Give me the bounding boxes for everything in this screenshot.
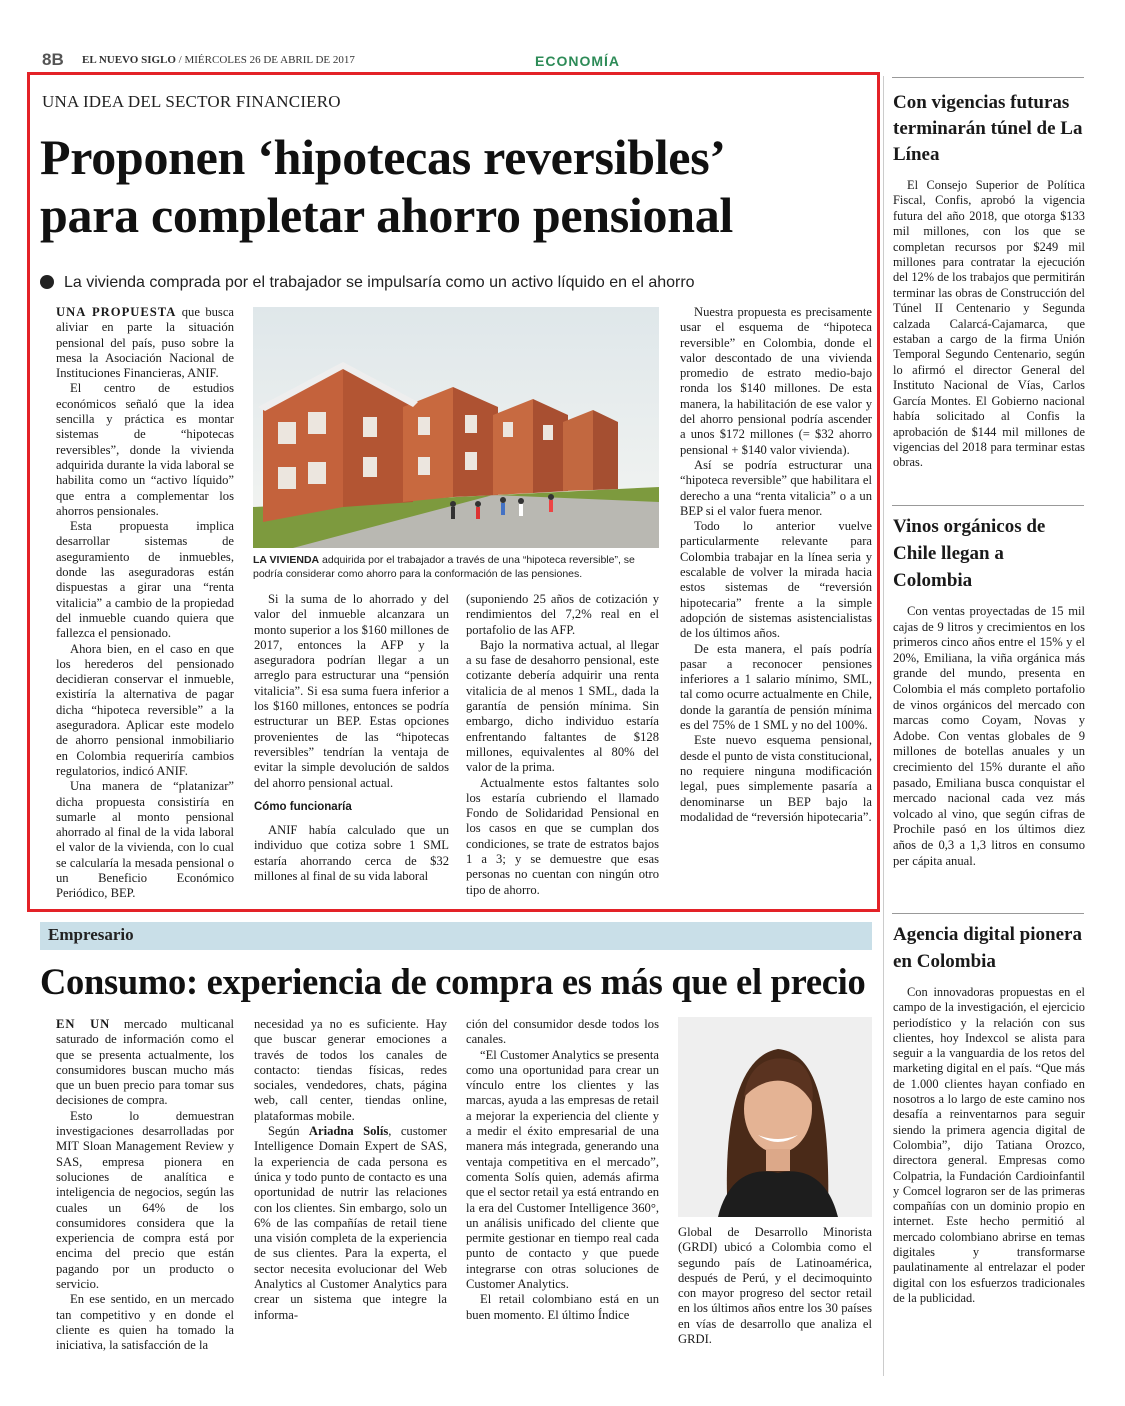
paragraph: ANIF había calculado que un individuo que cotiza sobre 1 SML estaría ahorrando cerca de $32 millones al final de su vida laboral: [254, 823, 449, 884]
sidebar-story-1: [893, 90, 1085, 471]
subsection-heading: Cómo funcionaría: [254, 800, 352, 813]
person-name: Ariadna Solís: [308, 1124, 389, 1139]
paragraph: Esta propuesta implica desarrollar sistemas de aseguramiento de inmuebles, donde las aseguradoras están dispuestas a girar una “renta vitalicia” a cambio de la propiedad del inmueble cuando quiera que fallezca el pensionado.: [56, 519, 234, 641]
paragraph: Según Ariadna Solís, customer Intelligence Domain Expert de SAS, la experiencia de cada persona es única y todo punto de contacto es una oportunidad de nutrir las relaciones con los clientes. Sin embargo, solo un 6% de las compañías de retail tiene una visión completa de la experiencia de sus clientes. Para la experta, el sector necesita evolucionar del Web Analytics al Customer Analytics para crear un sistema que integre la informa-: [254, 1124, 447, 1322]
paragraph: El centro de estudios económicos señaló que la idea sencilla y práctica es montar sistemas de “hipotecas reversibles”, donde la vivienda adquirida durante la vida laboral se habilita como un “activo líquido” que entra a complementar los ahorros pensionales.: [56, 381, 234, 518]
page-number: 8B: [42, 50, 64, 69]
paragraph: Global de Desarrollo Minorista (GRDI) ubicó a Colombia como el segundo país de Latinoamérica, después de Perú, y el decimoquinto con mayor progreso del sector retail en los últimos años entre los 30 países en vías de desarrollo que analiza el GRDI.: [678, 1225, 872, 1347]
sidebar-body: Con ventas proyectadas de 15 mil cajas de 9 litros y crecimientos en los primeros cinco años entre el 15% y el 20%, Emiliana, la viña orgánica más grande del mundo, presenta en Colombia el más completo portafolio de vinos orgánicos del mercado con marcas como Coyam, Novas y Adobe. Con ventas globales de 9 millones de botellas anuales y un crecimiento del 15% durante el año pasado, Emiliana busca conquistar el mercado nacional cada vez más volcado al vino, que según cifras de Prochile pasó en los últimos diez años de 0,3 a 1,3 litros en consumo per cápita anual.: [893, 604, 1085, 868]
woman-portrait: [678, 1017, 872, 1217]
paragraph: Así se podría estructurar una “hipoteca reversible” que habilitara el derecho a una “renta vitalicia” o a un BEP si el valor fuera menor.: [680, 457, 872, 518]
main-col-3: [466, 592, 659, 898]
second-col-3: [466, 1017, 659, 1323]
section-label: ECONOMÍA: [535, 53, 620, 69]
paragraph: necesidad ya no es suficiente. Hay que buscar generar emociones a través de todos los canales de contacto: tiendas físicas, redes sociales, vendedores, chats, página web, call center, tiendas online, plataformas mobile.: [254, 1017, 447, 1123]
sidebar-rule: [892, 913, 1084, 914]
subhead: [40, 274, 695, 292]
second-headline: Consumo: experiencia de compra es más que el precio: [40, 961, 866, 1002]
section-band: [40, 922, 872, 950]
sidebar-top-rule: [892, 77, 1084, 78]
caption-lead: LA VIVIENDA: [253, 554, 320, 566]
sidebar-title: Vinos orgánicos de Chile llegan a Colombia: [893, 516, 1046, 591]
paragraph: Si la suma de lo ahorrado y del valor del inmueble alcanzara un monto superior a los $160 millones de 2017, entonces la AFP y la aseguradora podrían llegar a un arreglo para estructurar una “pensión vitalicia”. Si esa suma fuera inferior a los $160 millones, entonces se podría estructurar un BEP. Estas opciones provenientes de las “hipotecas reversibles” tendrían la ventaja de evitar la simple devolución de saldos del ahorro pensional actual.: [254, 592, 449, 790]
bullet-icon: [40, 275, 54, 289]
second-col-4: [678, 1225, 872, 1347]
paragraph: UNA PROPUESTA que busca aliviar en parte la situación pensional del país, puso sobre la mesa la Asociación Nacional de Instituciones Financieras, ANIF.: [56, 305, 234, 381]
paragraph: En ese sentido, en un mercado tan competitivo y en donde el cliente es quien ha tomado la iniciativa, la satisfacción de la: [56, 1292, 234, 1353]
paragraph: Bajo la normativa actual, al llegar a su fase de desahorro pensional, este cotizante debería adquirir una renta vitalicia de al menos 1 SML, dada la garantía de pensión mínima. Sin embargo, dicho individuo estaría enfrentando faltantes de $128 millones, equivalentes al 80% del valor de la prima.: [466, 637, 659, 775]
sidebar-story-2: [893, 513, 1085, 869]
paragraph: Actualmente estos faltantes solo los estaría cubriendo el llamado Fondo de Solidaridad Pensional en los casos en que se cumplan dos condiciones, se trate de estratos bajos 1 a 3; y se demuestre que esas personas no cuentan con ningún otro tipo de ahorro.: [466, 775, 659, 897]
section-band-label: Empresario: [48, 925, 134, 944]
paragraph: (suponiendo 25 años de cotización y rendimientos del 7,2% real en el portafolio de las AFP.: [466, 592, 659, 637]
caption-text: adquirida por el trabajador a través de una “hipoteca reversible”, se podría considerar como ahorro para la conformación de las pensiones.: [253, 554, 635, 580]
second-col-2: [254, 1017, 447, 1323]
main-col-1: [56, 305, 234, 902]
second-col-1: [56, 1017, 234, 1354]
housing-photo: [253, 307, 659, 548]
headline: [40, 128, 733, 244]
headline-line-1: Proponen ‘hipotecas reversibles’: [40, 129, 726, 185]
sidebar-title: Con vigencias futuras terminarán túnel de La Línea: [893, 92, 1083, 165]
masthead-line: [82, 54, 355, 66]
sidebar-body: El Consejo Superior de Política Fiscal, Confis, aprobó la vigencia futura del año 2018, que otorga $133 mil millones, con los que se completan recursos por $249 mil millones para contratar la ejecución del 12% de los trabajos que permitirán terminar las obras de Construcción del Túnel II Centenario y Segunda calzada Calarcá-Cajamarca, que estaban a cargo de la firma Unión Temporal Segundo Centenario, según lo afirmó el director General del Instituto Nacional de Vías, Carlos García Montes. El Gobierno nacional había solicitado al Confis la aprobación de $144 mil millones de vigencias del 2018 para terminar estas obras.: [893, 178, 1085, 470]
paragraph: Ahora bien, en el caso en que los herederos del pensionado decidieran conservar el inmueble, existiría la alternativa de pagar dicha “hipoteca reversible” a la aseguradora. Aplicar este modelo de ahorro pensional inmobiliario en Colombia requeriría cambios regulatorios, indicó ANIF.: [56, 641, 234, 778]
subhead-text: La vivienda comprada por el trabajador se impulsaría como un activo líquido en el ahorro: [64, 274, 695, 291]
paragraph: Esto lo demuestran investigaciones desarrolladas por MIT Sloan Management Review y SAS, empresa pionera en soluciones de analítica e inteligencia de negocios, según las cuales un 64% de los consumidores considera que la experiencia de compra está por encima del precio que están pagando por un producto o servicio.: [56, 1108, 234, 1292]
paragraph: EN UN mercado multicanal saturado de información como el que se presenta actualmente, los consumidores buscan mucho más que un buen precio para tomar sus decisiones de compra.: [56, 1017, 234, 1108]
paragraph: “El Customer Analytics se presenta como una oportunidad para crear un vínculo entre los clientes y las marcas, ayuda a las empresas de retail a mejorar la experiencia del cliente y a medir el éxito empresarial de una manera más integrada, generando una ventaja competitiva en el mercado”, comenta Solís quien, además afirma que el sector retail ya está entrando en la era del Customer Intelligence 360°, un análisis unificado del cliente que permite gestionar en tiempo real cada punto de contacto y que puede integrarse con otras soluciones de Customer Analytics.: [466, 1047, 659, 1292]
main-col-4: [680, 305, 872, 825]
issue-date: / MIÉRCOLES 26 DE ABRIL DE 2017: [175, 54, 355, 66]
paragraph: El retail colombiano está en un buen momento. El último Índice: [466, 1292, 659, 1322]
paragraph: Todo lo anterior vuelve particularmente relevante para Colombia trabajar en la línea seria y escalable de volver la mirada hacia estos sistemas de “reversión hipotecaria” frente a la simple adopción de sistemas asistencialistas de los últimos años.: [680, 519, 872, 641]
paragraph: Este nuevo esquema pensional, desde el punto de vista constitucional, no requiere ninguna modificación legal, pues simplemente pasaría a denominarse un BEP bajo la modalidad de “reversión hipotecaria”.: [680, 733, 872, 824]
paragraph: Una manera de “platanizar” dicha propuesta consistiría en sumarle al monto pensional ahorrado al final de la vida laboral el valor de la vivienda, con lo cual se calcularía la mesada pensional o un Beneficio Económico Periódico, BEP.: [56, 779, 234, 901]
sidebar-divider: [883, 76, 884, 1376]
paragraph: De esta manera, el país podría pasar a reconocer pensiones inferiores a 1 salario mínimo, SML, tal como ocurre actualmente en Chile, donde la garantía de pensión mínima es del 75% de 1 SML y no del 100%.: [680, 641, 872, 733]
masthead: EL NUEVO SIGLO: [82, 54, 176, 66]
sidebar-story-3: [893, 921, 1085, 1306]
house-illustration: [253, 307, 659, 548]
portrait-photo: [678, 1017, 872, 1217]
paragraph: Nuestra propuesta es precisamente usar el esquema de “hipoteca reversible” en Colombia, donde el valor descontado de una vivienda promedio de estrato medio-bajo ronda los $140 millones. De esta manera, la habilitación de ese valor y del ahorro pensional podría ascender a unos $172 millones (= $32 ahorro pensional + $140 valor vivienda).: [680, 305, 872, 457]
lead-word: UNA PROPUESTA: [56, 305, 177, 319]
kicker: UNA IDEA DEL SECTOR FINANCIERO: [42, 92, 341, 111]
photo-caption: [253, 553, 661, 581]
main-col-2: [254, 592, 449, 884]
lead-word: EN UN: [56, 1017, 111, 1031]
paragraph: ción del consumidor desde todos los canales.: [466, 1017, 659, 1047]
sidebar-title: Agencia digital pionera en Colombia: [893, 924, 1082, 972]
headline-line-2: para completar ahorro pensional: [40, 187, 734, 243]
sidebar-rule: [892, 505, 1084, 506]
sidebar-body: Con innovadoras propuestas en el campo de la investigación, el ejercicio periodístico y la relación con sus clientes, hoy Indexcol se alista para seguir a la vanguardia de los retos del marketing digital en el país. “Que más de 1.000 clientes hayan confiado en nosotros a lo largo de este camino nos desafía a reinventarnos para seguir siendo la primera agencia digital de Colombia”, dijo Tatiana Orozco, directora general. Empresas como Colpatria, la Fundación Cardioinfantil y Comcel lograron ser de las primeras compañías con un dominio propio en internet. Este hecho permitió al mercado colombiano abrirse en temas digitales y transformarse paulatinamente al entrelazar el poder digital con los esfuerzos tradicionales de la publicidad.: [893, 985, 1085, 1305]
